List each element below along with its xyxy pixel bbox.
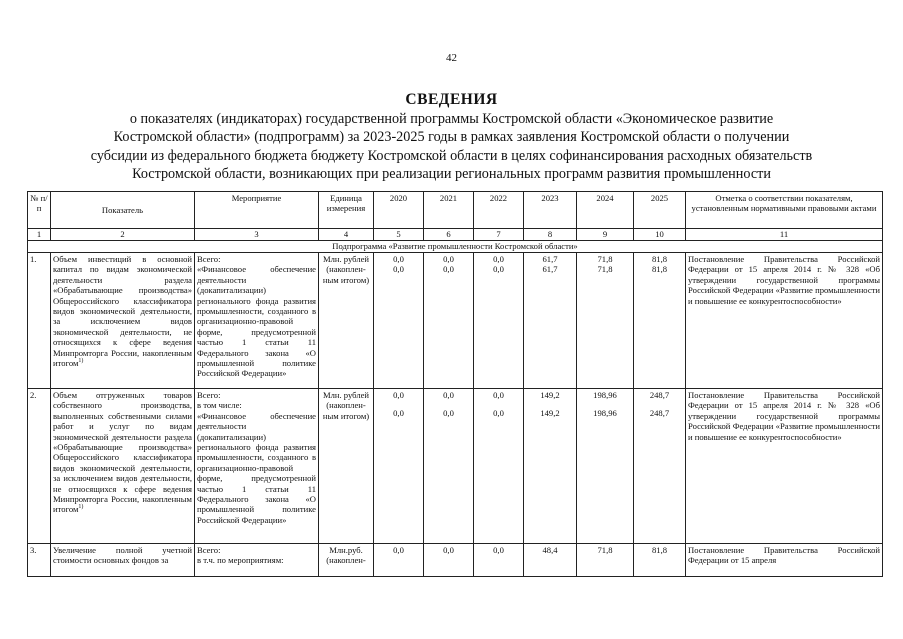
value-measure: 71,8 — [597, 264, 613, 275]
measure-total: Всего: — [197, 545, 221, 555]
value-measure: 149,2 — [540, 408, 560, 419]
value-total: 71,8 — [577, 544, 634, 577]
column-number: 11 — [686, 229, 883, 241]
value-cell — [424, 389, 474, 544]
header-year: 2023 — [524, 192, 577, 229]
value-measure: 248,7 — [649, 408, 670, 419]
row-measure — [195, 544, 319, 577]
row-measure — [195, 389, 319, 544]
value-total: 0,0 — [443, 390, 454, 400]
row-note: Постановление Правительства Российской Федерации от 15 апреля 2014 г. № 328 «Об утверждении государственной программы Российской Федерации «Развитие промышленности и повышение ее конкурентоспособности» — [686, 389, 883, 544]
value-total: 0,0 — [393, 254, 404, 264]
row-number: 2. — [28, 389, 51, 544]
row-number: 3. — [28, 544, 51, 577]
value-cell — [474, 389, 524, 544]
value-total: 81,8 — [651, 254, 668, 264]
value-measure: 0,0 — [393, 264, 404, 275]
row-unit: Млн.руб. (накоплен- — [319, 544, 374, 577]
heading-line: Костромской области, возникающих при реализации региональных программ развития промышленности — [132, 166, 771, 182]
value-measure: 0,0 — [393, 408, 404, 419]
value-total: 248,7 — [649, 390, 670, 400]
header-num: № п/п — [28, 192, 51, 229]
heading-line: субсидии из федерального бюджета бюджету Костромской области в целях софинансирования расходных обязательств — [90, 147, 813, 164]
column-number: 10 — [634, 229, 686, 241]
header-year: 2024 — [577, 192, 634, 229]
value-total: 71,8 — [597, 254, 613, 264]
value-total: 0,0 — [393, 390, 404, 400]
value-total: 0,0 — [443, 254, 454, 264]
measure-detail: «Финансовое обеспечение деятельности (докапитализации) регионального фонда развития промышленности, созданного в организационно-правовой форме, предусмотренной частью 1 статьи 11 Федерального закона «О промышленной политике Российской Федерации» — [197, 264, 316, 379]
heading-line: о показателях (индикаторах) государственной программы Костромской области «Экономическое развитие — [129, 110, 774, 127]
column-number-row — [28, 229, 883, 241]
value-total: 0,0 — [493, 254, 504, 264]
column-number: 7 — [474, 229, 524, 241]
value-measure: 61,7 — [542, 264, 558, 275]
header-note: Отметка о соответствии показателям, установленным нормативными правовыми актами — [686, 192, 883, 229]
heading-line: Костромской области» (подпрограмм) за 2023-2025 годы в рамках заявления Костромской области о получении — [113, 129, 790, 145]
value-cell — [474, 253, 524, 389]
value-total: 81,8 — [634, 544, 686, 577]
table-row — [28, 544, 883, 577]
measure-detail: «Финансовое обеспечение деятельности (докапитализации) регионального фонда развития промышленности, созданного в организационно-правовой форме, предусмотренной частью 1 статьи 11 Федерального закона «О промышленной политике Российской Федерации» — [197, 410, 316, 525]
header-year: 2020 — [374, 192, 424, 229]
value-cell — [634, 253, 686, 389]
measure-sub: в т.ч. по мероприятиям: — [197, 555, 284, 566]
value-total: 61,7 — [542, 254, 558, 264]
value-total: 198,96 — [593, 390, 617, 400]
value-cell — [577, 389, 634, 544]
row-measure — [195, 253, 319, 389]
value-cell — [374, 389, 424, 544]
value-cell — [577, 253, 634, 389]
value-measure: 0,0 — [443, 408, 454, 419]
measure-total: Всего: — [197, 254, 221, 264]
value-total: 0,0 — [374, 544, 424, 577]
value-cell — [424, 253, 474, 389]
column-number: 8 — [524, 229, 577, 241]
document-title: СВЕДЕНИЯ — [405, 91, 498, 108]
value-total: 0,0 — [493, 390, 504, 400]
subprogram-row — [28, 241, 883, 253]
header-measure: Мероприятие — [195, 192, 319, 229]
value-measure: 0,0 — [493, 264, 504, 275]
row-unit: Млн. рублей (накоплен-ным итогом) — [319, 389, 374, 544]
header-indicator: Показатель — [51, 192, 195, 229]
row-note: Постановление Правительства Российской Федерации от 15 апреля 2014 г. № 328 «Об утверждении государственной программы Российской Федерации «Развитие промышленности и повышение ее конкурентоспособности» — [686, 253, 883, 389]
column-number: 5 — [374, 229, 424, 241]
page-number: 42 — [446, 52, 457, 64]
header-year: 2022 — [474, 192, 524, 229]
row-unit: Млн. рублей (накоплен-ным итогом) — [319, 253, 374, 389]
header-year: 2021 — [424, 192, 474, 229]
value-cell — [524, 389, 577, 544]
table-row — [28, 389, 883, 544]
value-measure: 81,8 — [651, 264, 668, 275]
row-note: Постановление Правительства Российской Федерации от 15 апреля — [686, 544, 883, 577]
value-total: 149,2 — [540, 390, 560, 400]
table-row — [28, 253, 883, 389]
value-measure: 198,96 — [593, 408, 617, 419]
subprogram-title: Подпрограмма «Развитие промышленности Костромской области» — [28, 241, 883, 253]
indicator-text: Объем отгруженных товаров собственного производства, выполненных собственными силами работ и услуг по видам экономической деятельности раздела «Обрабатывающие производства» Общероссийского классификатора видов экономической деятельности, за исключением видов деятельности, не относящихся к сфере ведения Минпромторга России, накопленным итогом — [53, 390, 192, 515]
value-cell — [634, 389, 686, 544]
measure-total: Всего: — [197, 390, 221, 400]
value-total: 0,0 — [424, 544, 474, 577]
header-year: 2025 — [634, 192, 686, 229]
value-measure: 0,0 — [443, 264, 454, 275]
column-number: 9 — [577, 229, 634, 241]
column-number: 2 — [51, 229, 195, 241]
value-total: 0,0 — [474, 544, 524, 577]
column-number: 3 — [195, 229, 319, 241]
value-measure: 0,0 — [493, 408, 504, 419]
value-cell — [524, 253, 577, 389]
column-number: 6 — [424, 229, 474, 241]
row-indicator — [51, 253, 195, 389]
row-indicator — [51, 389, 195, 544]
document-heading — [40, 91, 863, 184]
measure-sub: в том числе: — [197, 400, 242, 411]
footnote-mark: 1) — [78, 504, 84, 511]
row-number: 1. — [28, 253, 51, 389]
value-cell — [374, 253, 424, 389]
indicators-table — [27, 191, 883, 577]
column-number: 4 — [319, 229, 374, 241]
header-unit: Единица измерения — [319, 192, 374, 229]
footnote-mark: 1) — [78, 358, 84, 365]
column-number: 1 — [28, 229, 51, 241]
row-indicator: Увеличение полной учетной стоимости основных фондов за — [51, 544, 195, 577]
value-total: 48,4 — [524, 544, 577, 577]
table-header-row — [28, 192, 883, 229]
indicator-text: Объем инвестиций в основной капитал по видам экономической деятельности раздела «Обрабатывающие производства» Общероссийского классификатора видов экономической деятельности, за исключением видов экономической деятельности, не относящихся к сфере ведения Минпромторга России, накопленным итогом — [53, 254, 192, 369]
